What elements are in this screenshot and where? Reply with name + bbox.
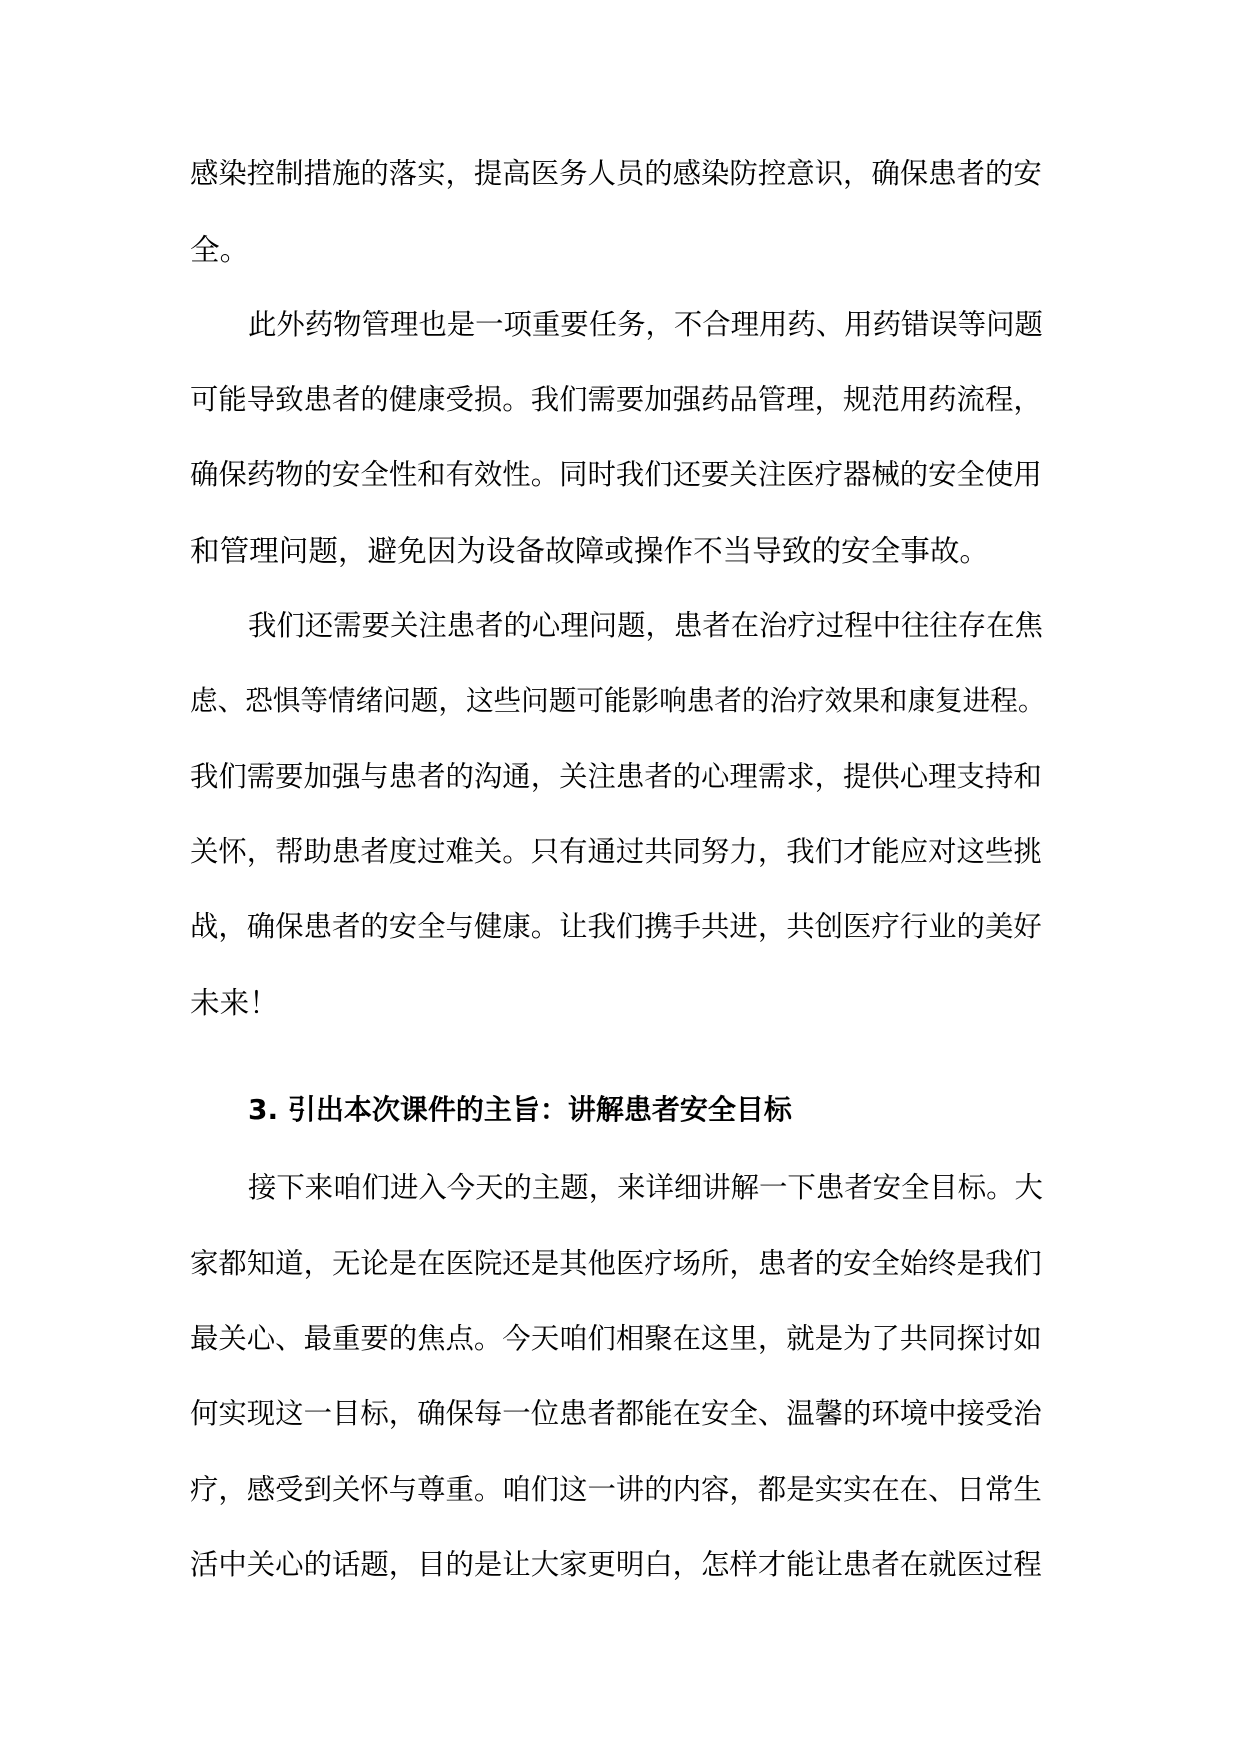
body-text-line: 我们需要加强与患者的沟通，关注患者的心理需求，提供心理支持和 [190,760,1042,793]
body-text-line: 疗，感受到关怀与尊重。咱们这一讲的内容，都是实实在在、日常生 [190,1473,1042,1506]
paragraph-first-line: 我们还需要关注患者的心理问题，患者在治疗过程中往往存在焦 [248,609,1043,642]
section-heading: 3. 引出本次课件的主旨：讲解患者安全目标 [248,1093,792,1126]
body-text-line: 未来！ [190,986,279,1020]
body-text-line: 全。 [190,233,250,267]
body-text-line: 虑、恐惧等情绪问题，这些问题可能影响患者的治疗效果和康复进程。 [190,684,1046,717]
body-text-line: 确保药物的安全性和有效性。同时我们还要关注医疗器械的安全使用 [190,458,1042,491]
body-text-line: 可能导致患者的健康受损。我们需要加强药品管理，规范用药流程， [190,383,1042,416]
body-text-line: 和管理问题，避免因为设备故障或操作不当导致的安全事故。 [190,534,990,568]
body-text-line: 何实现这一目标，确保每一位患者都能在安全、温馨的环境中接受治 [190,1397,1042,1430]
body-text-line: 感染控制措施的落实，提高医务人员的感染防控意识，确保患者的安 [190,157,1042,190]
body-text-line: 战，确保患者的安全与健康。让我们携手共进，共创医疗行业的美好 [190,910,1042,943]
body-text-line: 关怀，帮助患者度过难关。只有通过共同努力，我们才能应对这些挑 [190,835,1042,868]
body-text-line: 家都知道，无论是在医院还是其他医疗场所，患者的安全始终是我们 [190,1247,1042,1280]
paragraph-first-line: 此外药物管理也是一项重要任务，不合理用药、用药错误等问题 [248,308,1043,341]
paragraph-first-line: 接下来咱们进入今天的主题，来详细讲解一下患者安全目标。大 [248,1171,1043,1204]
body-text-line: 最关心、最重要的焦点。今天咱们相聚在这里，就是为了共同探讨如 [190,1322,1042,1355]
body-text-line: 活中关心的话题，目的是让大家更明白，怎样才能让患者在就医过程 [190,1548,1042,1581]
